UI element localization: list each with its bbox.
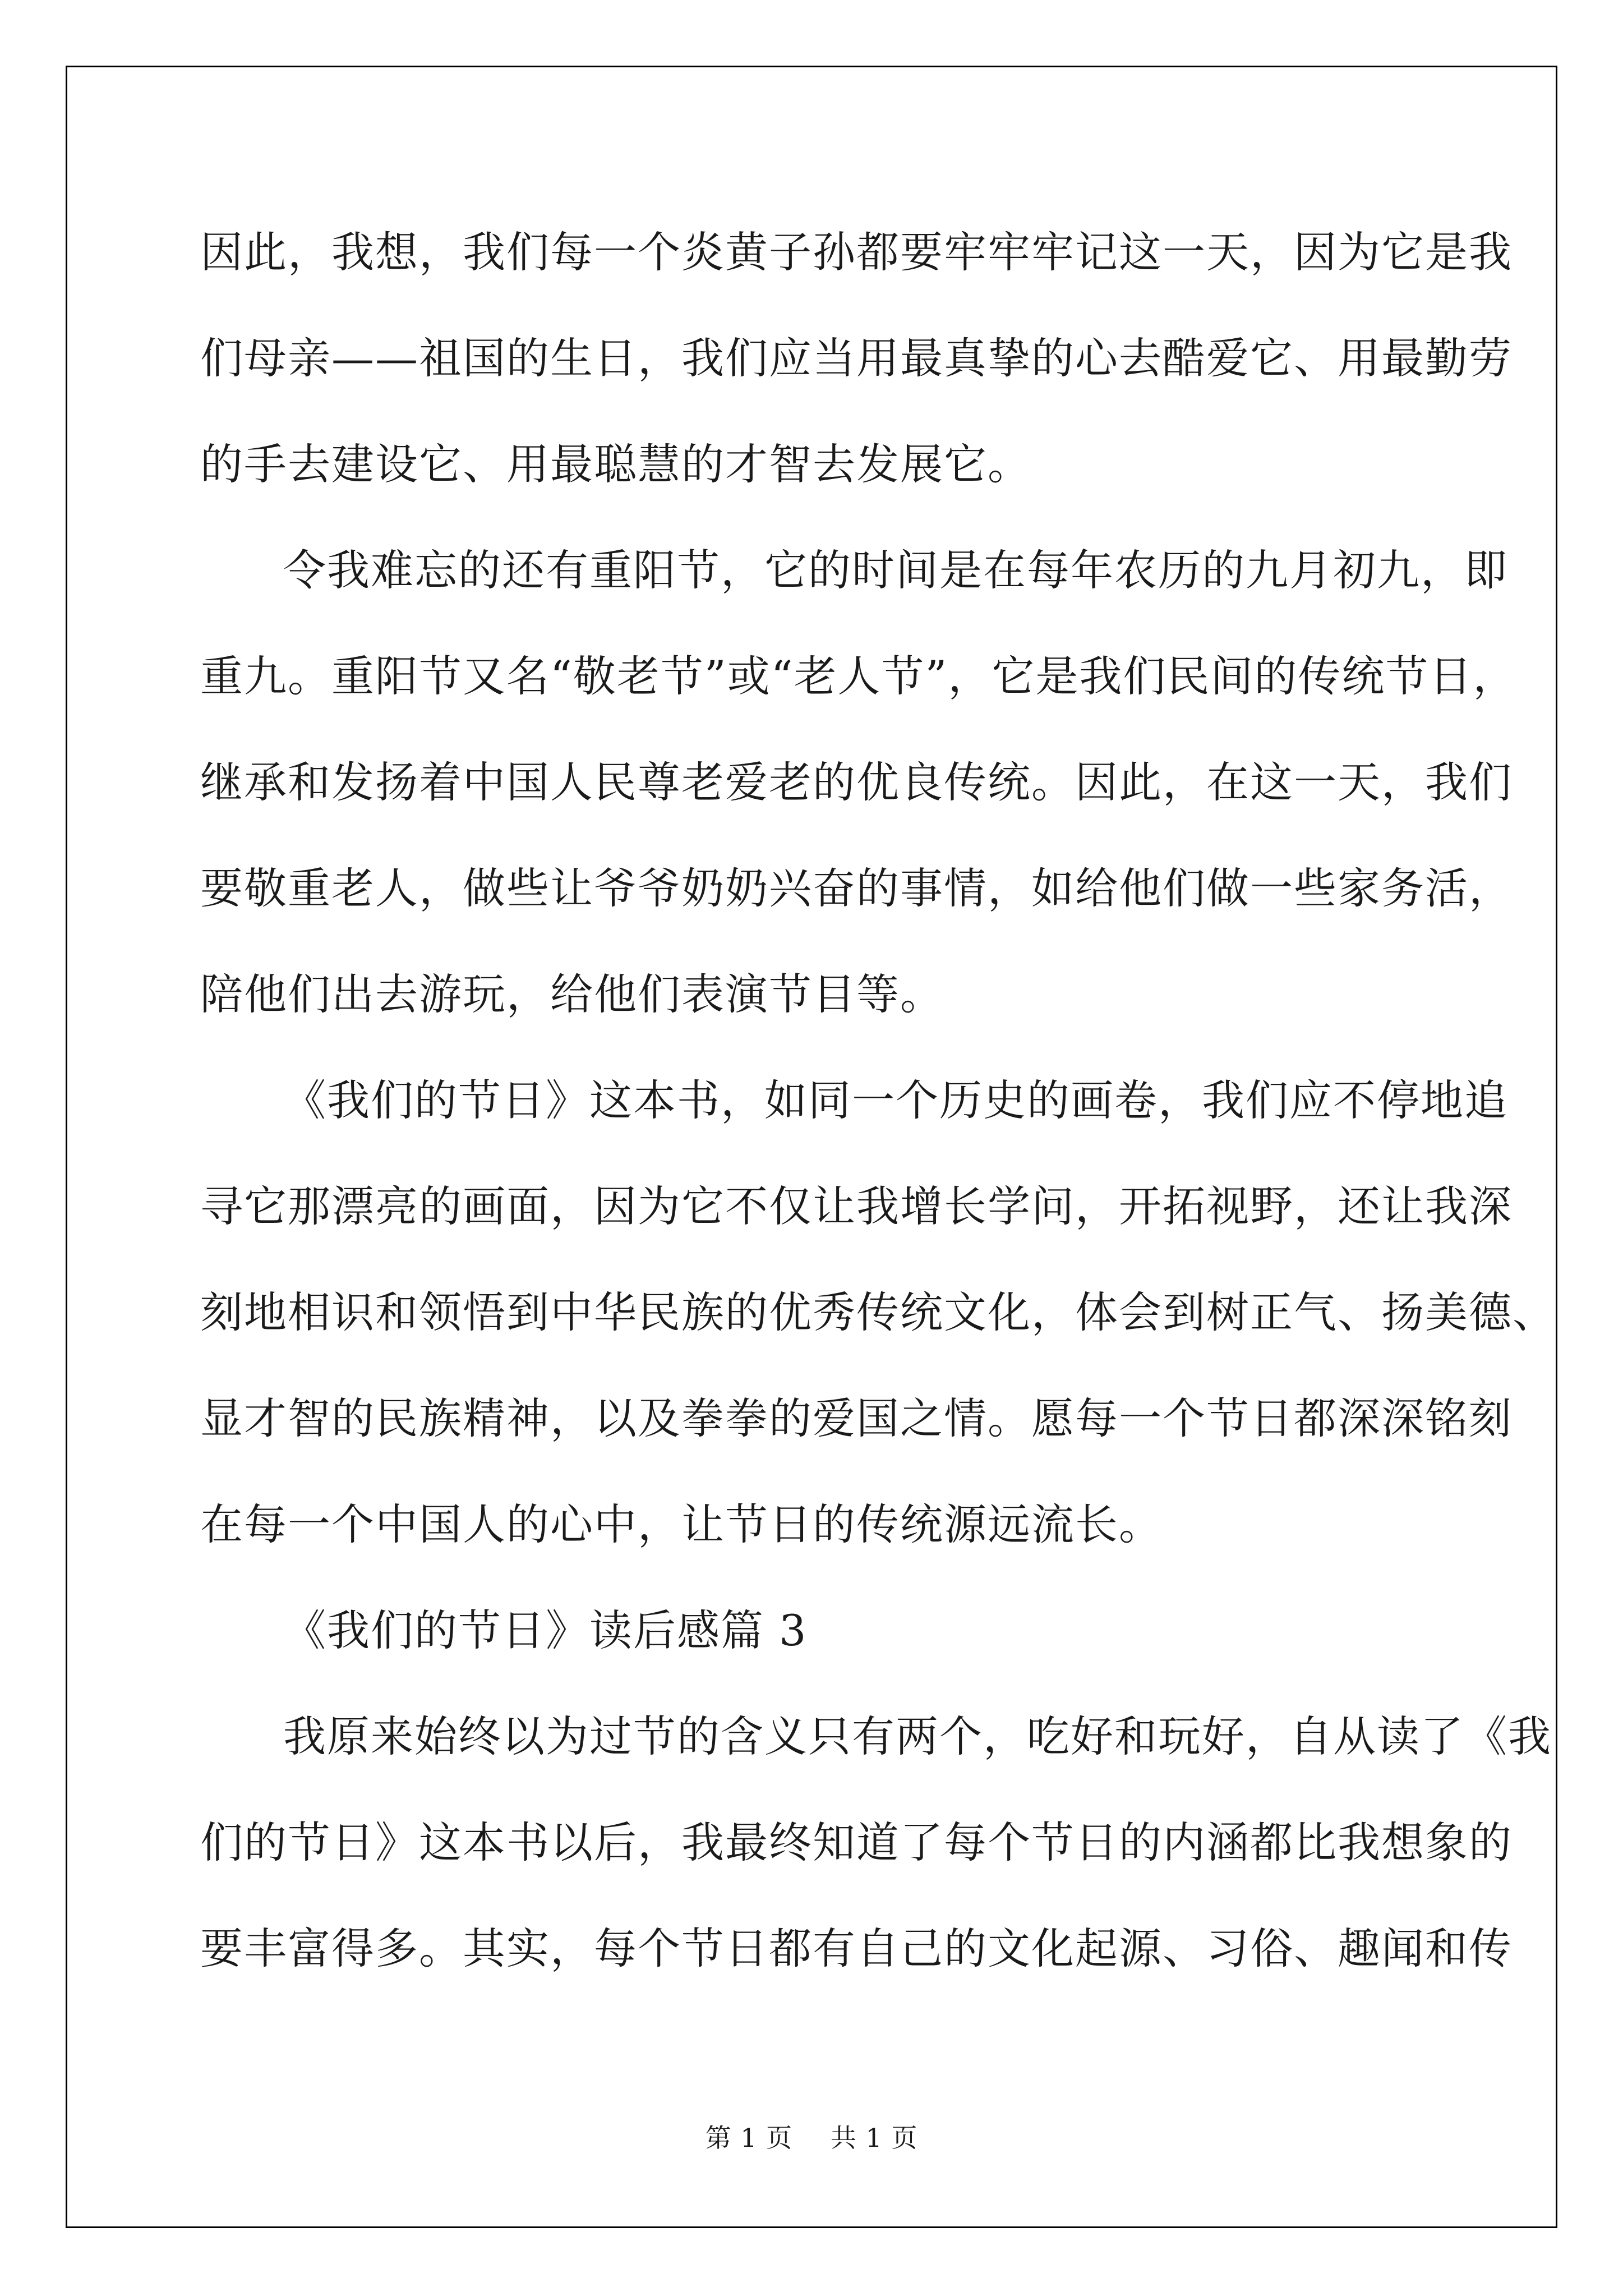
text-line: 们母亲——祖国的生日，我们应当用最真挚的心去酷爱它、用最勤劳 — [200, 333, 1513, 383]
section-heading — [200, 1577, 1456, 1683]
text-line: 的手去建设它、用最聪慧的才智去发展它。 — [200, 439, 1031, 489]
text-line: 要丰富得多。其实，每个节日都有自己的文化起源、习俗、趣闻和传 — [200, 1924, 1513, 1973]
text-line: 们的节日》这本书以后，我最终知道了每个节日的内涵都比我想象的 — [200, 1818, 1513, 1867]
text-line: 刻地相识和领悟到中华民族的优秀传统文化，体会到树正气、扬美德、 — [200, 1287, 1556, 1337]
paragraph-1 — [200, 199, 1513, 517]
text-line: 显才智的民族精神，以及拳拳的爱国之情。愿每一个节日都深深铭刻 — [200, 1393, 1513, 1443]
text-line: 因此，我想，我们每一个炎黄子孙都要牢牢牢记这一天，因为它是我 — [200, 227, 1513, 277]
total-pages: 共 1 页 — [830, 2123, 918, 2153]
text-line: 令我难忘的还有重阳节，它的时间是在每年农历的九月初九，即 — [283, 545, 1508, 595]
paragraph-4 — [200, 1683, 1552, 2001]
text-line: 《我们的节日》这本书，如同一个历史的画卷，我们应不停地追 — [283, 1075, 1508, 1125]
text-line: 重九。重阳节又名“敬老节”或“老人节”，它是我们民间的传统节日， — [200, 651, 1517, 701]
text-line: 继承和发扬着中国人民尊老爱老的优良传统。因此，在这一天，我们 — [200, 757, 1513, 807]
page-number: 第 1 页 — [705, 2123, 793, 2153]
paragraph-2 — [200, 517, 1517, 1047]
text-line: 我原来始终以为过节的含义只有两个，吃好和玩好，自从读了《我 — [283, 1711, 1552, 1761]
document-body — [200, 199, 1556, 2001]
heading-text: 《我们的节日》读后感篇 3 — [283, 1605, 808, 1655]
text-line: 寻它那漂亮的画面，因为它不仅让我增长学问，开拓视野，还让我深 — [200, 1181, 1513, 1231]
text-line: 在每一个中国人的心中，让节日的传统源远流长。 — [200, 1499, 1163, 1549]
page-footer — [0, 2118, 1623, 2155]
text-line: 陪他们出去游玩，给他们表演节目等。 — [200, 969, 944, 1019]
text-line: 要敬重老人，做些让爷爷奶奶兴奋的事情，如给他们做一些家务活， — [200, 863, 1513, 913]
paragraph-3 — [200, 1047, 1556, 1577]
